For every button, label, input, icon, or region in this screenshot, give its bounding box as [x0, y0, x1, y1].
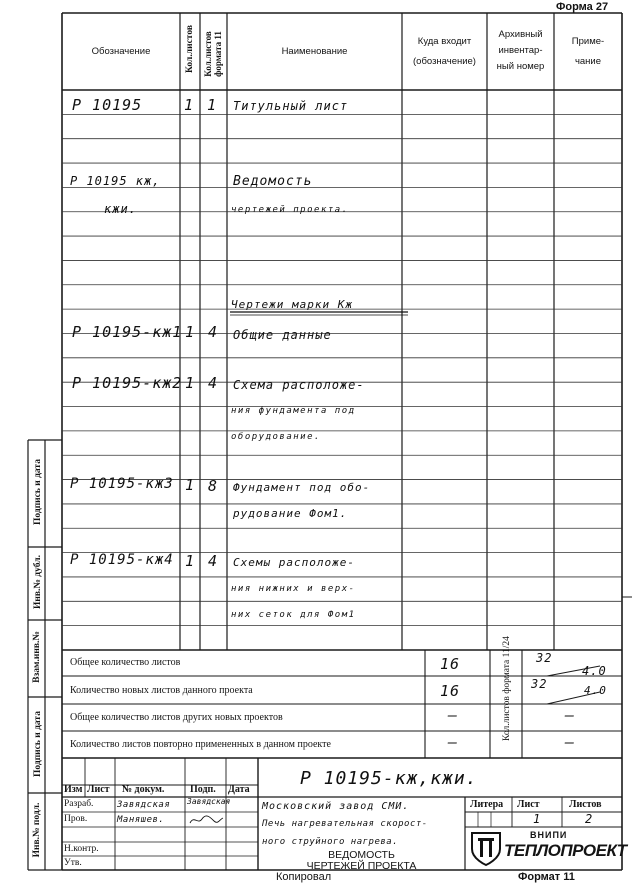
entry-name: Схема расположе- — [233, 378, 365, 392]
totals-value-format: — — [565, 733, 576, 751]
tb-col-doc: № докум. — [122, 784, 165, 795]
tb-sheets-value: 2 — [585, 812, 594, 826]
header-destination-line2: (обозначение) — [413, 56, 476, 67]
stamp-duplicate-inv: Инв.№ дубл. — [33, 555, 43, 609]
entry-designation: Р 10195-кж4 — [70, 552, 174, 568]
tb-developer-name: Завядская — [117, 800, 171, 810]
totals-value-format-24: 4.0 — [584, 684, 607, 697]
header-note — [554, 34, 622, 70]
tb-litera-label: Литера — [470, 799, 504, 810]
tb-document-title — [258, 850, 465, 872]
entry-name: рудование Фом1. — [233, 507, 348, 520]
tb-sheet-label: Лист — [517, 799, 540, 810]
tb-sheet-value: 1 — [533, 812, 542, 826]
totals-value-sheets: 16 — [440, 655, 461, 673]
org-name: ТЕПЛОПРОЕКТ — [504, 841, 627, 860]
stamp-signature-date: Подпись и дата — [33, 459, 43, 525]
copied-by-label: Копировал — [276, 871, 332, 883]
stamp-signature-date-2: Подпись и дата — [33, 711, 43, 777]
tb-object-line3: ного струйного нагрева. — [262, 837, 399, 847]
entry-sheets: 1 — [185, 476, 196, 494]
entry-name: ния фундамента под — [231, 406, 356, 416]
entry-designation: Р 10195-кж2 — [72, 374, 183, 392]
header-note-line1: Приме- — [571, 36, 605, 47]
entry-name: Фундамент под обо- — [233, 481, 371, 494]
tb-role-approver: Утв. — [64, 858, 82, 868]
tb-object-line2: Печь нагревательная скорост- — [262, 819, 428, 829]
entry-designation: Р 10195-кж3 — [70, 476, 174, 492]
entry-sheets: 1 — [184, 96, 195, 114]
section-heading: Чертежи марки Кж — [231, 298, 353, 311]
tb-checker-name: Маняшев. — [117, 815, 165, 825]
tb-checker-signature — [188, 813, 224, 827]
tb-document-title-line2: ЧЕРТЕЖЕЙ ПРОЕКТА — [306, 860, 417, 872]
title-block-code: Р 10195-кж,кжи. — [300, 768, 478, 789]
entry-name: Общие данные — [233, 328, 332, 342]
header-name: Наименование — [281, 46, 348, 57]
stamp-replaced-inv: Взам.инв.№ — [32, 631, 42, 683]
stamp-original-inv: Инв.№ подл. — [32, 802, 42, 858]
entry-name: оборудование. — [231, 432, 321, 442]
header-destination-line1: Куда входит — [417, 36, 472, 47]
totals-label: Общее количество листов — [70, 657, 181, 668]
entry-name: Схемы расположе- — [233, 556, 355, 569]
tb-col-sign: Подп. — [190, 784, 216, 795]
tb-sheets-label: Листов — [569, 799, 602, 810]
totals-label: Общее количество листов других новых проектов — [70, 712, 283, 723]
tb-document-title-line1: ВЕДОМОСТЬ — [328, 849, 395, 861]
tb-developer-signature: Завядская — [187, 797, 231, 806]
tb-role-norm-control: Н.контр. — [64, 844, 99, 854]
totals-label: Количество новых листов данного проекта — [70, 685, 253, 696]
header-archive-line1: Архивный — [498, 29, 543, 40]
entry-format11: 4 — [208, 374, 219, 392]
entry-name: них сеток для Фом1 — [231, 610, 356, 620]
entry-format11: 8 — [208, 477, 219, 495]
entry-designation: Р 10195-кж1 — [72, 323, 183, 341]
entry-format11: 4 — [208, 552, 219, 570]
totals-value-format-24: 4.0 — [582, 664, 607, 678]
header-sheets-format: Кол.листов формата 11 — [203, 31, 223, 77]
entry-sheets: 1 — [185, 552, 196, 570]
format-label: Формат 11 — [518, 871, 575, 883]
tb-object-line1: Московский завод СМИ. — [262, 801, 410, 812]
header-sheets-count: Кол.листов — [185, 25, 195, 73]
org-name-small: ВНИПИ — [530, 830, 568, 840]
entry-designation: Р 10195 — [72, 96, 143, 114]
entry-name: Ведомость — [233, 174, 313, 189]
form-number-label: Форма 27 — [556, 1, 609, 13]
org-logo-icon — [468, 829, 504, 869]
tb-col-list: Лист — [87, 784, 110, 795]
tb-role-checker: Пров. — [64, 814, 88, 824]
totals-value-format: — — [565, 706, 576, 724]
header-archive — [487, 27, 554, 75]
header-archive-line2: инвентар- — [498, 45, 543, 56]
totals-label: Количество листов повторно примененных в данном проекте — [70, 739, 331, 750]
tb-role-developer: Разраб. — [64, 799, 94, 809]
entry-designation: Р 10195 кж, — [70, 174, 161, 188]
totals-value-format: 32 — [531, 677, 548, 691]
tb-col-izm: Изм — [64, 784, 83, 795]
entry-sheets: 1 — [185, 374, 196, 392]
totals-value-sheets: — — [448, 706, 459, 724]
header-designation: Обозначение — [91, 46, 151, 57]
entry-designation: кжи. — [104, 202, 137, 216]
entry-name: Титульный лист — [233, 99, 349, 113]
tb-col-date: Дата — [228, 784, 250, 795]
totals-value-format: 32 — [536, 651, 553, 665]
entry-name: ния нижних и верх- — [231, 584, 356, 594]
entry-name: чертежей проекта. — [231, 205, 349, 215]
totals-vertical-label: Кол.листов формата 11/24 — [502, 636, 512, 741]
header-destination — [402, 34, 487, 70]
entry-sheets: 1 — [185, 323, 196, 341]
header-note-line2: чание — [574, 56, 602, 67]
entry-format11: 1 — [207, 96, 218, 114]
totals-value-sheets: 16 — [440, 682, 461, 700]
header-archive-line3: ный номер — [496, 61, 545, 72]
entry-format11: 4 — [208, 323, 219, 341]
totals-value-sheets: — — [448, 733, 459, 751]
